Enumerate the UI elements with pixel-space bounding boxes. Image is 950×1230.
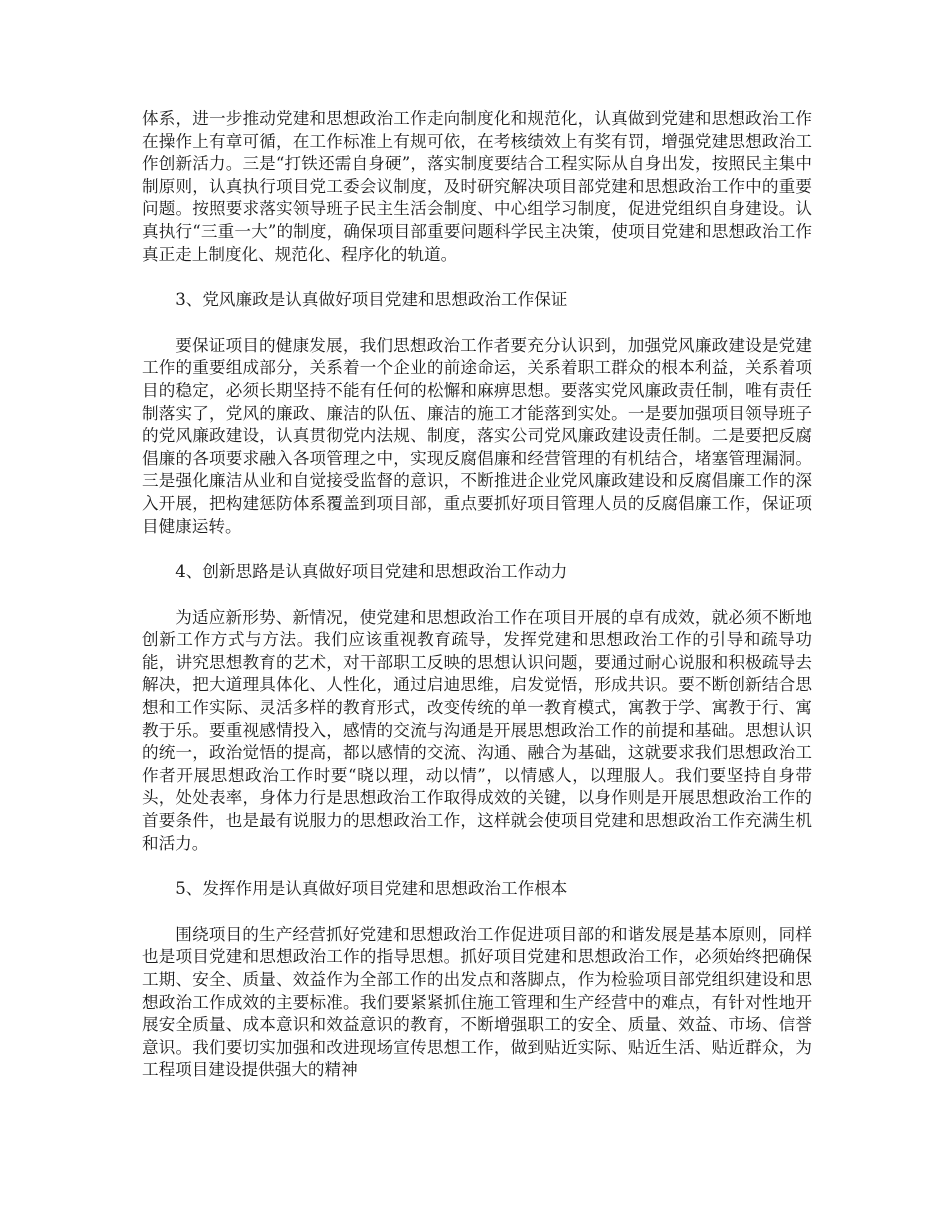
section-heading-5: 5、发挥作用是认真做好项目党建和思想政治工作根本 — [175, 879, 568, 899]
paragraph-role: 围绕项目的生产经营抓好党建和思想政治工作促进项目部的和谐发展是基本原则，同样也是项目党建和思想政治工作的指导思想。抓好项目党建和思想政治工作，必须始终把确保工期、安全、质量、效益作为全部工作的出发点和落脚点，作为检验项目部党组织建设和思想政治工作成效的主要标准。我们要紧紧抓住施工管理和生产经营中的难点，有针对性地开展安全质量、成本意识和效益意识的教育，不断增强职工的安全、质量、效益、市场、信誉意识。我们要切实加强和改进现场宣传思想工作，做到贴近实际、贴近生活、贴近群众，为工程项目建设提供强大的精神 — [142, 924, 812, 1080]
paragraph-system-institutionalization: 体系，进一步推动党建和思想政治工作走向制度化和规范化，认真做到党建和思想政治工作在操作上有章可循，在工作标准上有规可依，在考核绩效上有奖有罚，增强党建思想政治工作创新活力。三是“打铁还需自身硬”，落实制度要结合工程实际从自身出发，按照民主集中制原则，认真执行项目党工委会议制度，及时研究解决项目部党建和思想政治工作中的重要问题。按照要求落实领导班子民主生活会制度、中心组学习制度，促进党组织自身建设。认真执行“三重一大”的制度，确保项目部重要问题科学民主决策，使项目党建和思想政治工作真正走上制度化、规范化、程序化的轨道。 — [142, 109, 812, 264]
document-page — [142, 108, 812, 1082]
paragraph-innovation: 为适应新形势、新情况，使党建和思想政治工作在项目开展的卓有成效，就必须不断地创新工作方式与方法。我们应该重视教育疏导，发挥党建和思想政治工作的引导和疏导功能，讲究思想教育的艺术，对干部职工反映的思想认识问题，要通过耐心说服和积极疏导去解决，把大道理具体化、人性化，通过启迪思维，启发觉悟，形成共识。要不断创新结合思想和工作实际、灵活多样的教育形式，改变传统的单一教育模式，寓教于学、寓教于行、寓教于乐。要重视感情投入，感情的交流与沟通是开展思想政治工作的前提和基础。思想认识的统一，政治觉悟的提高，都以感情的交流、沟通、融合为基础，这就要求我们思想政治工作者开展思想政治工作时要“晓以理，动以情”，以情感人，以理服人。我们要坚持自身带头，处处表率，身体力行是思想政治工作取得成效的关键，以身作则是开展思想政治工作的首要条件，也是最有说服力的思想政治工作，这样就会使项目党建和思想政治工作充满生机和活力。 — [142, 607, 812, 853]
section-heading-3: 3、党风廉政是认真做好项目党建和思想政治工作保证 — [175, 290, 568, 310]
section-heading-4: 4、创新思路是认真做好项目党建和思想政治工作动力 — [175, 562, 568, 582]
paragraph-integrity: 要保证项目的健康发展，我们思想政治工作者要充分认识到，加强党风廉政建设是党建工作的重要组成部分，关系着一个企业的前途命运，关系着职工群众的根本利益，关系着项目的稳定，必须长期坚持不能有任何的松懈和麻痹思想。要落实党风廉政责任制，唯有责任制落实了，党风的廉政、廉洁的队伍、廉洁的施工才能落到实处。一是要加强项目领导班子的党风廉政建设，认真贯彻党内法规、制度，落实公司党风廉政建设责任制。二是要把反腐倡廉的各项要求融入各项管理之中，实现反腐倡廉和经营管理的有机结合，堵塞管理漏洞。三是强化廉洁从业和自觉接受监督的意识，不断推进企业党风廉政建设和反腐倡廉工作的深入开展，把构建惩防体系覆盖到项目部，重点要抓好项目管理人员的反腐倡廉工作，保证项目健康运转。 — [142, 335, 812, 536]
